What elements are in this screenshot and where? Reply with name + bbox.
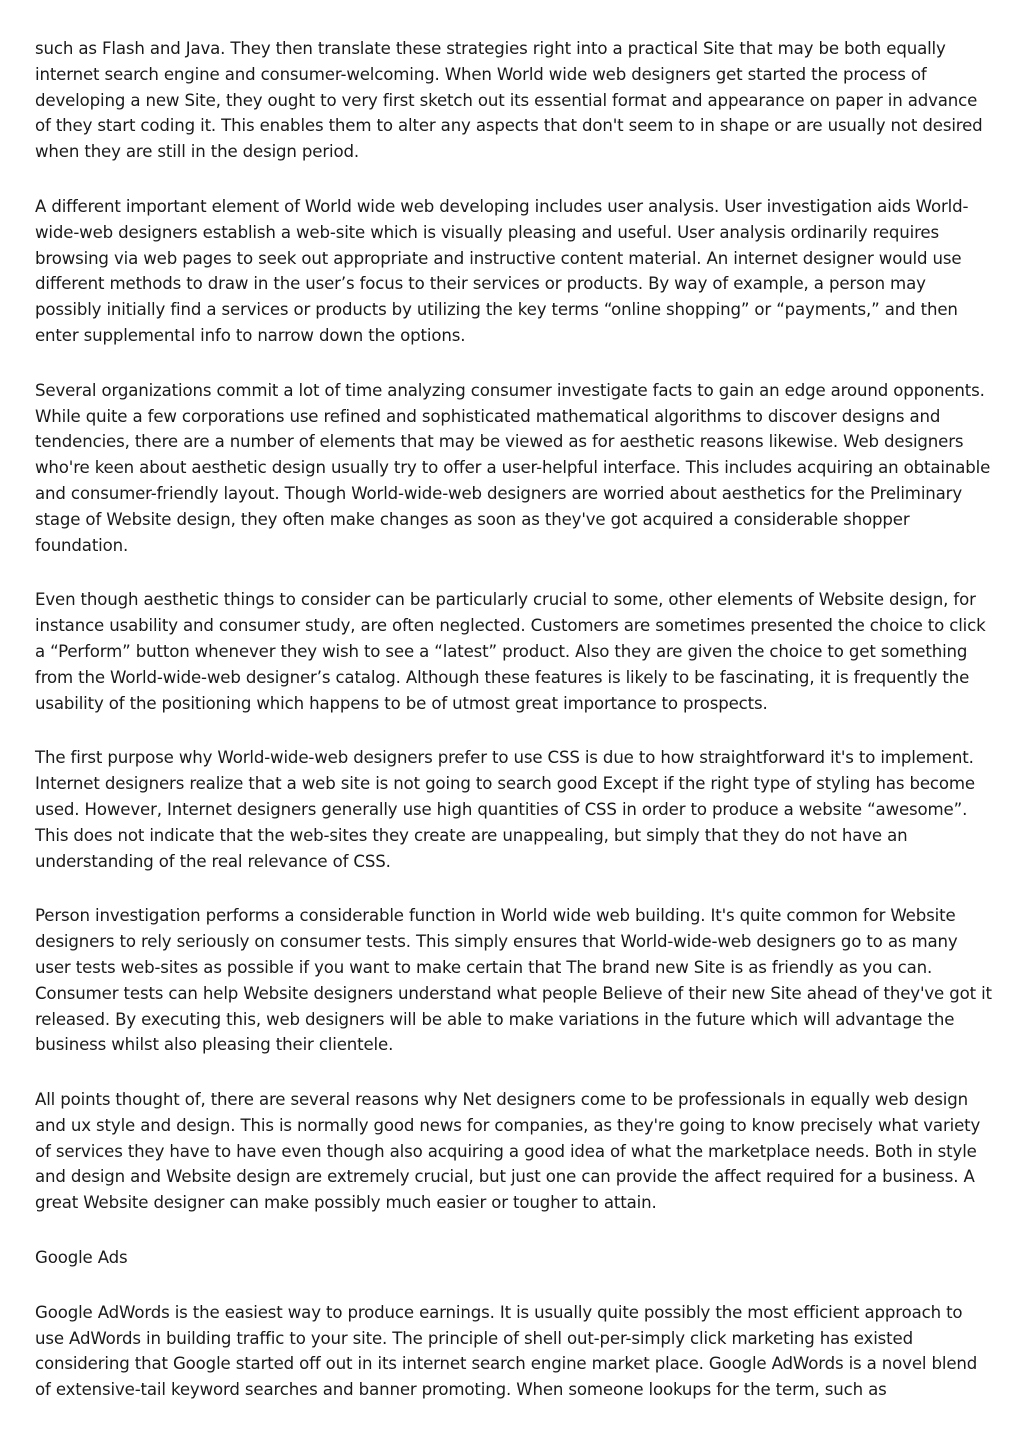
paragraph: All points thought of, there are several reasons why Net designers come to be professionals in equally web design and ux style and design. This is normally good news for companies, as they're going to know precisely what variety of services they have to have even though also acquiring a good idea of what the marketplace needs. Both in style and design and Website design are extremely crucial, but just one can provide the affect required for a business. A great Website designer can make possibly much easier or tougher to attain. bbox=[35, 1090, 981, 1213]
paragraph: Several organizations commit a lot of time analyzing consumer investigate facts to gain an edge around opponents. While quite a few corporations use refined and sophisticated mathematical algorithms to discover designs and tendencies, there are a number of elements that may be viewed as for aesthetic reasons likewise. Web designers who're keen about aesthetic design usually try to offer a user-helpful interface. This includes acquiring an obtainable and consumer-friendly layout. Though World-wide-web designers are worried about aesthetics for the Preliminary stage of Website design, they often make changes as soon as they've got acquired a considerable shopper foundation. bbox=[35, 380, 991, 555]
paragraph: Even though aesthetic things to consider can be particularly crucial to some, other elements of Website design, for instance usability and consumer study, are often neglected. Customers are sometimes presented the choice to click a “Perform” button whenever they wish to see a “latest” product. Also they are given the choice to get something from the World-wide-web designer’s catalog. Although these features is likely to be fascinating, it is frequently the usability of the positioning which happens to be of utmost great importance to prospects. bbox=[35, 590, 986, 713]
section-heading: Google Ads bbox=[35, 1248, 128, 1268]
paragraph: Person investigation performs a considerable function in World wide web building. It's quite common for Website designers to rely seriously on consumer tests. This simply ensures that World-wide-web designers go to as many user tests web-sites as possible if you want to make certain that The brand new Site is as friendly as you can. Consumer tests can help Website designers understand what people Believe of their new Site ahead of they've got it released. By executing this, web designers will be able to make variations in the future which will advantage the business whilst also pleasing their clientele. bbox=[35, 906, 992, 1055]
paragraph: such as Flash and Java. They then translate these strategies right into a practical Site that may be both equally internet search engine and consumer-welcoming. When World wide web designers get started the process of developing a new Site, they ought to very first sketch out its essential format and appearance on paper in advance of they start coding it. This enables them to alter any aspects that don't seem to in shape or are usually not desired when they are still in the design period. bbox=[35, 39, 983, 162]
paragraph: The first purpose why World-wide-web designers prefer to use CSS is due to how straightforward it's to implement. Internet designers realize that a web site is not going to search good Except if the right type of styling has become used. However, Internet designers generally use high quantities of CSS in order to produce a website “awesome”. This does not indicate that the web-sites they create are unappealing, but simply that they do not have an understanding of the real relevance of CSS. bbox=[35, 748, 975, 871]
paragraph: A different important element of World wide web developing includes user analysis. User investigation aids World-wide-web designers establish a web-site which is visually pleasing and useful. User analysis ordinarily requires browsing via web pages to seek out appropriate and instructive content material. An internet designer would use different methods to draw in the user’s focus to their services or products. By way of example, a person may possibly initially find a services or products by utilizing the key terms “online shopping” or “payments,” and then enter supplemental info to narrow down the options. bbox=[35, 196, 969, 345]
article-body bbox=[35, 36, 995, 1432]
paragraph: Google AdWords is the easiest way to produce earnings. It is usually quite possibly the most efficient approach to use AdWords in building traffic to your site. The principle of shell out-per-simply click marketing has existed considering that Google started off out in its internet search engine market place. Google AdWords is a novel blend of extensive-tail keyword searches and banner promoting. When someone lookups for the term, such as bbox=[35, 1302, 978, 1400]
